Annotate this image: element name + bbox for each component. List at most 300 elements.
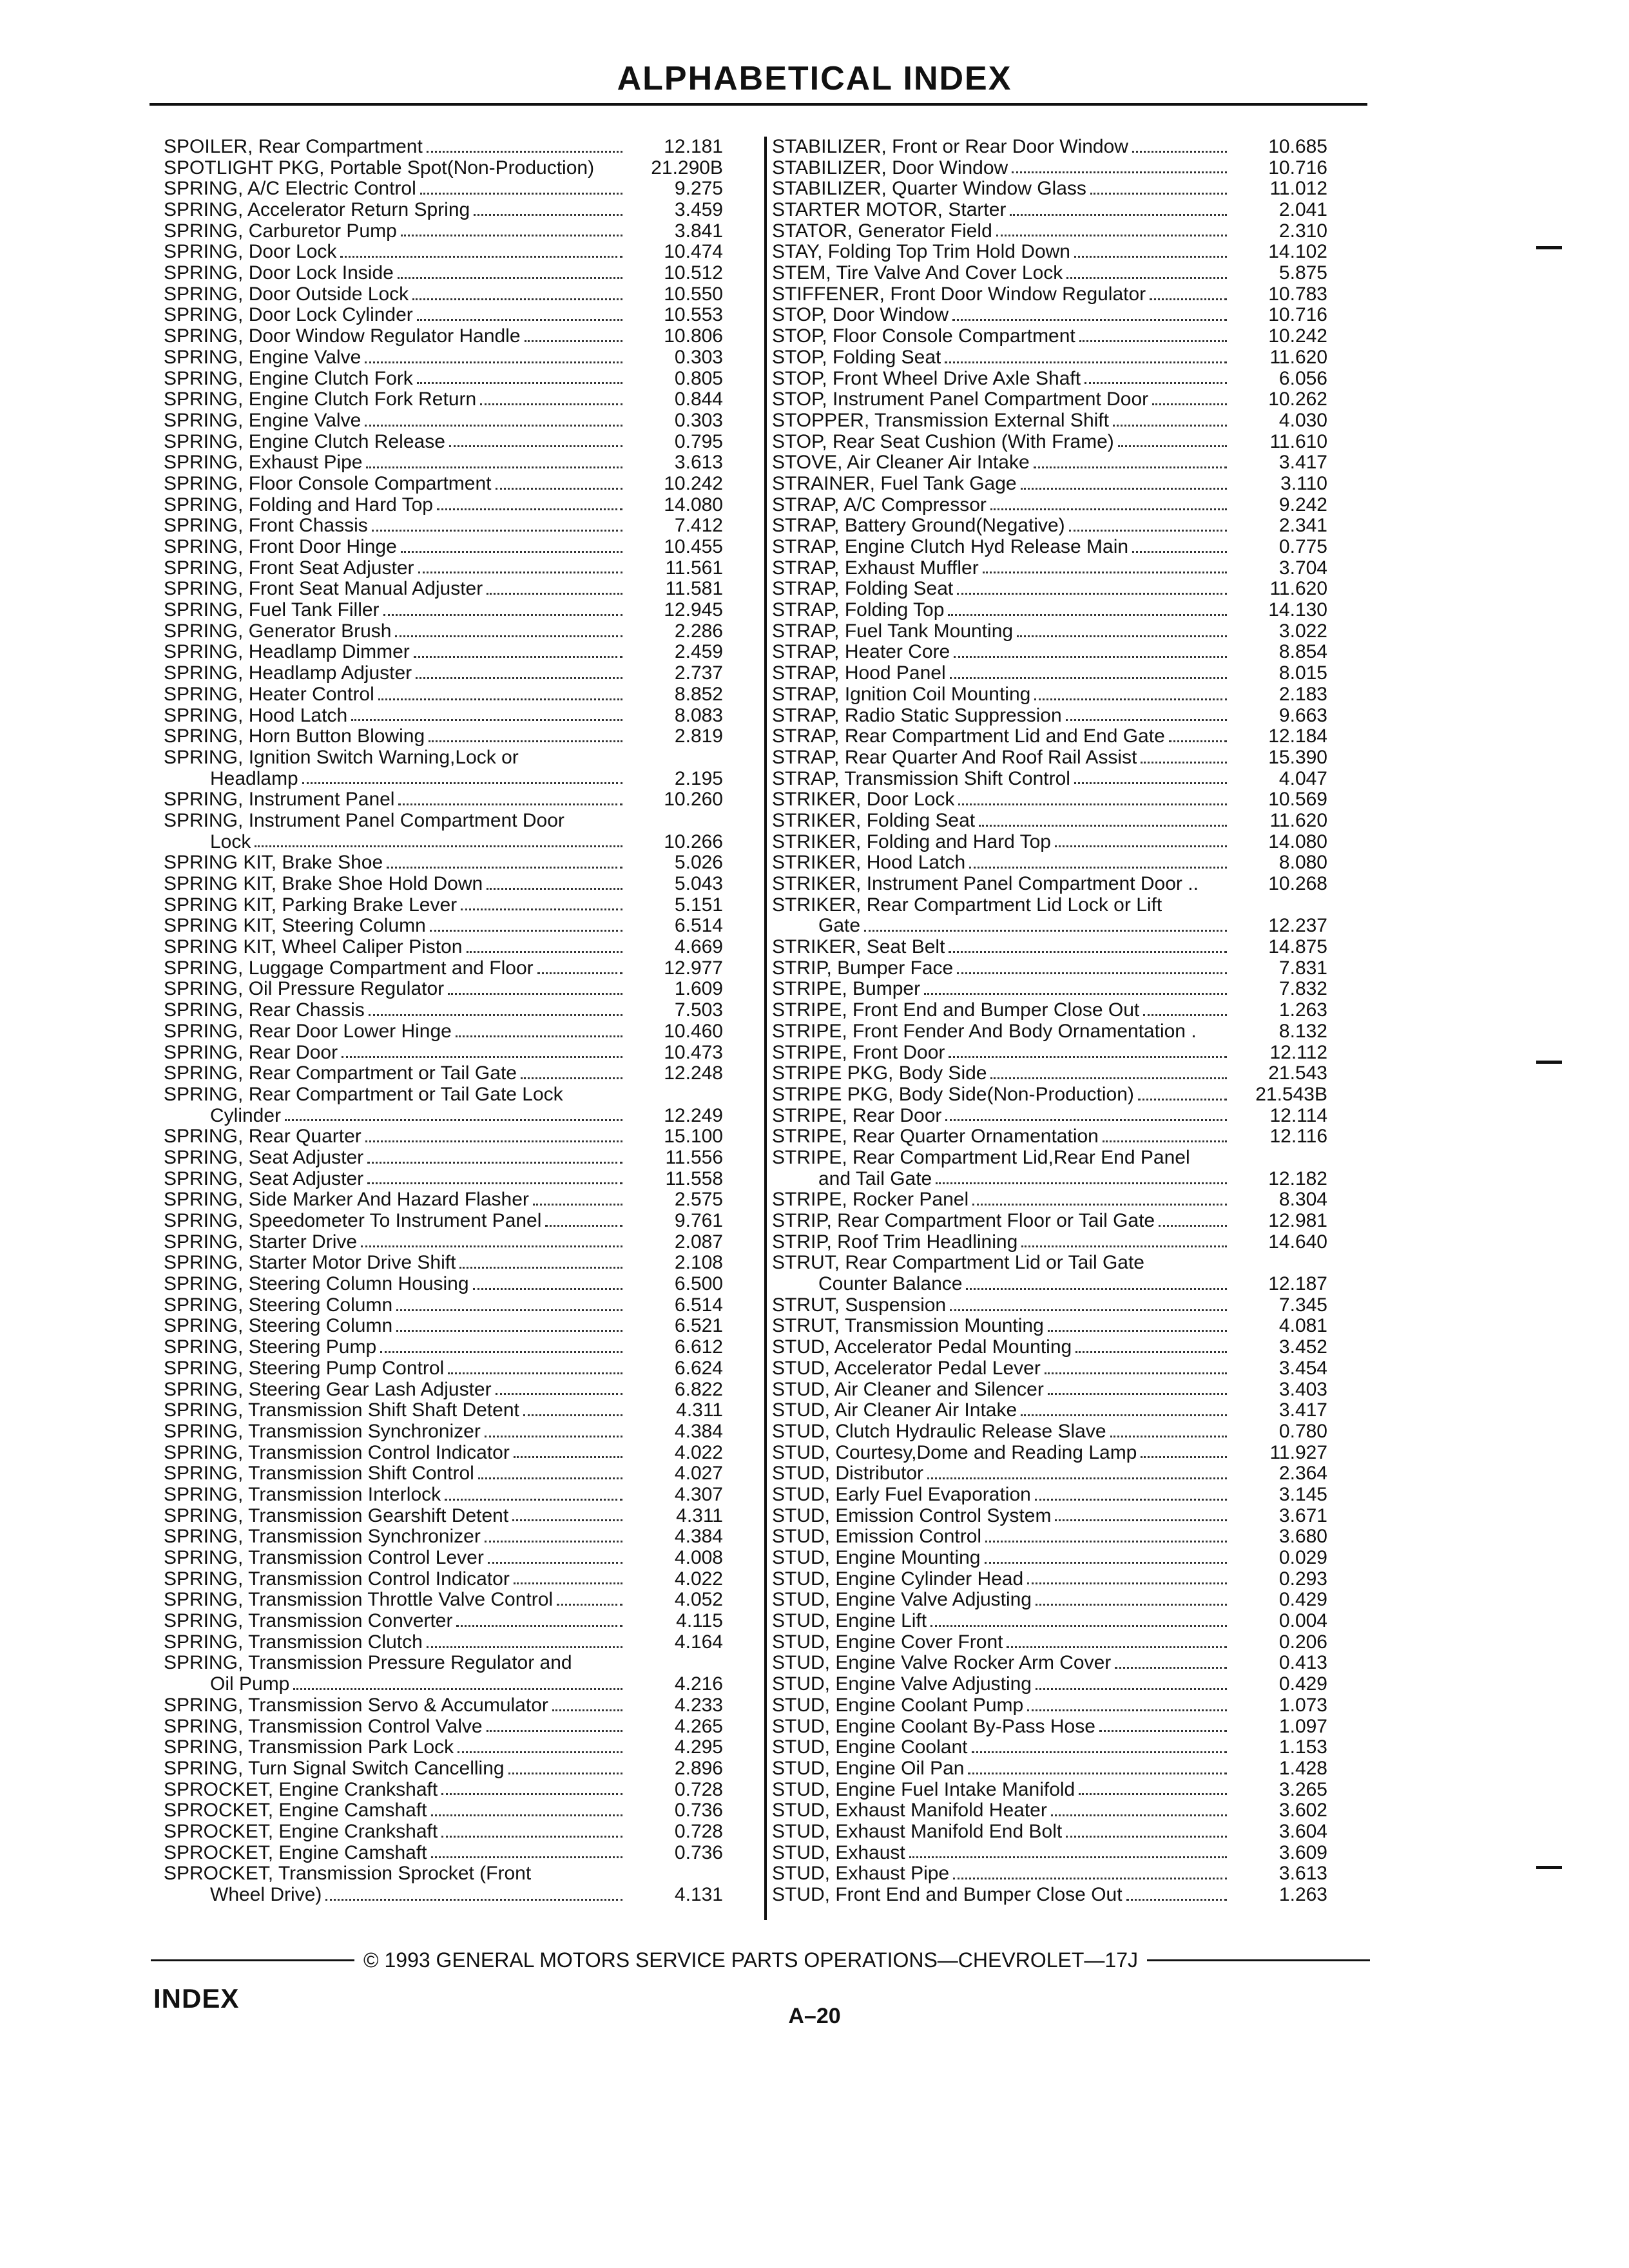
index-entry	[772, 495, 1367, 516]
leader-dots	[1126, 1899, 1227, 1901]
entry-page-ref: 10.553	[664, 304, 723, 326]
index-entry	[164, 852, 755, 874]
index-entry	[164, 1800, 755, 1821]
entry-term: SPRING, Seat Adjuster	[164, 1168, 364, 1189]
leader-dots	[496, 488, 622, 490]
leader-dots	[367, 1182, 622, 1184]
entry-term: SPRING, Instrument Panel	[164, 789, 395, 811]
index-entry	[772, 326, 1367, 347]
entry-term-wrap	[164, 916, 626, 937]
leader-dots	[521, 1077, 622, 1079]
entry-term: SPRING, Horn Button Blowing	[164, 726, 425, 747]
entry-term: STRIPE, Rear Door	[772, 1105, 942, 1126]
leader-dots	[302, 782, 622, 784]
entry-term-wrap	[772, 495, 1231, 516]
entry-term: SPRING, Luggage Compartment and Floor	[164, 957, 534, 979]
leader-dots	[459, 1267, 622, 1269]
entry-page-ref: 1.153	[1278, 1736, 1327, 1758]
index-entry	[772, 1169, 1367, 1190]
leader-dots	[441, 1836, 622, 1838]
entry-term-wrap	[164, 1632, 626, 1653]
entry-page-ref: 4.216	[674, 1673, 723, 1695]
entry-term-wrap	[772, 1632, 1231, 1653]
index-entry	[772, 158, 1367, 179]
entry-term-wrap	[772, 389, 1231, 410]
entry-term: SPRING, Speedometer To Instrument Panel	[164, 1211, 542, 1232]
entry-term: STUD, Engine Coolant By-Pass Hose	[772, 1716, 1095, 1737]
leader-dots	[1066, 719, 1227, 721]
entry-term: SPRING, Rear Door	[164, 1042, 338, 1063]
index-entry	[772, 874, 1367, 895]
entry-page-ref: 6.514	[674, 915, 723, 937]
entry-page-ref: 4.384	[674, 1526, 723, 1548]
entry-page-ref: 8.083	[674, 704, 723, 726]
entry-term: SPRING, Seat Adjuster	[164, 1147, 364, 1168]
entry-page-ref: 3.145	[1278, 1483, 1327, 1505]
entry-page-ref: 0.780	[1278, 1420, 1327, 1442]
index-entry	[164, 1148, 755, 1169]
entry-term-wrap	[164, 1674, 626, 1695]
leader-dots	[1118, 445, 1227, 447]
entry-term: SPROCKET, Engine Camshaft	[164, 1800, 427, 1821]
index-entry	[772, 1295, 1367, 1316]
leader-dots	[1055, 1519, 1227, 1521]
entry-term: STAY, Folding Top Trim Hold Down	[772, 242, 1070, 263]
entry-term-wrap	[164, 874, 626, 895]
entry-page-ref: 15.100	[664, 1126, 723, 1148]
entry-term: SPRING, Starter Motor Drive Shift	[164, 1253, 456, 1274]
entry-term: STRAP, Radio Static Suppression	[772, 705, 1062, 726]
entry-page-ref: 21.543B	[1255, 1083, 1327, 1105]
entry-page-ref: 5.043	[674, 873, 723, 895]
index-entry	[772, 1863, 1367, 1885]
index-entry	[164, 1569, 755, 1590]
entry-term-wrap	[772, 1863, 1231, 1885]
entry-term: STRIKER, Door Lock	[772, 789, 955, 811]
entry-term: SPRING, Instrument Panel Compartment Door	[164, 810, 564, 831]
index-entry	[772, 1274, 1367, 1295]
entry-term: and Tail Gate	[818, 1168, 932, 1189]
entry-term-wrap	[164, 1800, 626, 1821]
entry-page-ref: 10.474	[664, 241, 723, 263]
index-entry	[772, 1063, 1367, 1084]
entry-term: SPRING, Door Lock	[164, 242, 337, 263]
entry-term: SPROCKET, Transmission Sprocket (Front	[164, 1863, 532, 1885]
entry-term: STRIPE, Front End and Bumper Close Out	[772, 1000, 1140, 1021]
entry-page-ref: 4.030	[1278, 409, 1327, 431]
entry-page-ref: 3.609	[1278, 1841, 1327, 1863]
entry-term-wrap	[164, 1758, 626, 1780]
entry-page-ref: 0.429	[1278, 1589, 1327, 1611]
entry-term-wrap	[164, 958, 626, 979]
entry-term: SPRING, Accelerator Return Spring	[164, 200, 470, 221]
entry-term-wrap	[164, 1695, 626, 1716]
entry-term: SPRING, Heater Control	[164, 684, 374, 705]
entry-term: STRIKER, Seat Belt	[772, 937, 945, 958]
index-entry	[164, 1379, 755, 1401]
entry-term-wrap	[772, 1063, 1231, 1084]
entry-term: Counter Balance	[818, 1274, 963, 1295]
entry-page-ref: 9.761	[674, 1210, 723, 1232]
entry-term: STRAINER, Fuel Tank Gage	[772, 473, 1017, 494]
index-entry	[772, 537, 1367, 558]
index-entry	[772, 1674, 1367, 1695]
entry-page-ref: 7.345	[1278, 1294, 1327, 1316]
index-entry	[164, 874, 755, 895]
index-entry	[772, 1695, 1367, 1716]
leader-dots	[990, 1077, 1227, 1079]
leader-dots	[1012, 171, 1227, 173]
entry-page-ref: 4.081	[1278, 1315, 1327, 1337]
index-entry	[772, 221, 1367, 242]
entry-term-wrap	[164, 1358, 626, 1379]
leader-dots	[474, 214, 622, 216]
entry-term: STUD, Engine Valve Rocker Arm Cover	[772, 1653, 1112, 1674]
entry-page-ref: 2.459	[674, 641, 723, 663]
entry-page-ref: 4.047	[1278, 767, 1327, 789]
entry-term: SPRING, Engine Clutch Fork Return	[164, 389, 477, 410]
leader-dots	[496, 1393, 622, 1395]
leader-dots	[954, 656, 1227, 658]
leader-dots	[950, 1309, 1227, 1311]
entry-term: SPRING, Transmission Shift Control	[164, 1463, 474, 1485]
leader-dots	[1079, 1793, 1227, 1795]
index-entry	[164, 726, 755, 747]
entry-term: STUD, Exhaust Manifold End Bolt	[772, 1821, 1063, 1842]
entry-term-wrap	[772, 432, 1231, 453]
index-entry	[164, 432, 755, 453]
index-entry	[772, 452, 1367, 474]
entry-page-ref: 2.819	[674, 726, 723, 747]
index-entry	[772, 958, 1367, 979]
index-entry	[164, 1695, 755, 1716]
entry-page-ref: 5.151	[674, 894, 723, 916]
leader-dots	[461, 908, 622, 910]
entry-page-ref: 7.412	[674, 515, 723, 537]
entry-term: SPRING, Turn Signal Switch Cancelling	[164, 1758, 505, 1779]
index-entry	[164, 1737, 755, 1758]
leader-dots	[417, 319, 622, 321]
index-entry	[164, 1106, 755, 1127]
entry-term-wrap	[164, 369, 626, 390]
leader-dots	[1027, 1709, 1227, 1711]
entry-page-ref: 12.981	[1268, 1210, 1327, 1232]
entry-term: STUD, Early Fuel Evaporation	[772, 1484, 1031, 1505]
leader-dots	[365, 361, 622, 363]
entry-page-ref: 0.004	[1278, 1610, 1327, 1632]
entry-term: STRAP, Battery Ground(Negative)	[772, 515, 1065, 537]
entry-term-wrap	[772, 874, 1231, 895]
section-label: INDEX	[153, 1983, 240, 2013]
leader-dots	[909, 1856, 1227, 1858]
leader-dots	[366, 466, 622, 468]
index-entry	[164, 1211, 755, 1232]
entry-term-wrap	[164, 1463, 626, 1485]
leader-dots	[1150, 298, 1227, 300]
entry-term-wrap	[164, 1737, 626, 1758]
leader-dots	[1066, 277, 1227, 279]
index-entry	[164, 769, 755, 790]
index-entry	[772, 1232, 1367, 1253]
entry-term-wrap	[772, 1211, 1231, 1232]
index-entry	[772, 242, 1367, 263]
entry-term-wrap	[772, 789, 1231, 811]
entry-term: SPRING, Side Marker And Hazard Flasher	[164, 1189, 529, 1211]
entry-term: SPRING, Transmission Control Indicator	[164, 1568, 510, 1590]
entry-term-wrap	[164, 1043, 626, 1064]
entry-term: STEM, Tire Valve And Cover Lock	[772, 263, 1063, 284]
index-entry	[164, 958, 755, 979]
entry-term-wrap	[164, 726, 626, 747]
leader-dots	[936, 1182, 1227, 1184]
index-entry	[772, 389, 1367, 410]
entry-term: SPRING KIT, Parking Brake Lever	[164, 894, 458, 916]
index-entry	[164, 1548, 755, 1569]
leader-dots	[1066, 1836, 1227, 1838]
entry-term-wrap	[772, 1337, 1231, 1358]
entry-term: STUD, Engine Fuel Intake Manifold	[772, 1779, 1075, 1800]
entry-term: STUD, Engine Valve Adjusting	[772, 1674, 1032, 1695]
entry-term: SPRING, Steering Pump	[164, 1337, 377, 1358]
leader-dots	[972, 1751, 1228, 1753]
index-entry	[164, 1674, 755, 1695]
entry-page-ref: 3.704	[1278, 557, 1327, 579]
entry-term: SPRING, Door Lock Cylinder	[164, 305, 413, 326]
leader-dots	[416, 677, 622, 679]
entry-term-wrap	[772, 1548, 1231, 1569]
entry-term: STUD, Front End and Bumper Close Out	[772, 1885, 1123, 1906]
index-entry	[164, 1126, 755, 1148]
entry-term: SPRING, Front Chassis	[164, 515, 368, 537]
index-entry	[164, 410, 755, 432]
index-entry	[164, 916, 755, 937]
entry-page-ref: 12.187	[1268, 1273, 1327, 1295]
entry-term-wrap	[772, 600, 1231, 621]
index-entry	[772, 684, 1367, 706]
entry-term: SPRING, Door Outside Lock	[164, 284, 409, 305]
entry-page-ref: 6.521	[674, 1315, 723, 1337]
index-entry	[164, 326, 755, 347]
leader-dots	[958, 803, 1227, 805]
entry-page-ref: 2.195	[674, 767, 723, 789]
entry-term-wrap	[772, 1780, 1231, 1801]
entry-term-wrap	[772, 1189, 1231, 1211]
index-entry	[772, 1337, 1367, 1358]
entry-term: SPRING, Transmission Pressure Regulator and	[164, 1653, 572, 1674]
entry-term-wrap	[164, 1653, 626, 1674]
entry-term: SPRING, Rear Chassis	[164, 1000, 365, 1021]
entry-term: STRIPE, Rear Compartment Lid,Rear End Panel	[772, 1147, 1190, 1168]
entry-term: STABILIZER, Door Window	[772, 157, 1008, 178]
entry-term-wrap	[772, 1421, 1231, 1443]
index-entry	[164, 284, 755, 305]
entry-term-wrap	[164, 579, 626, 600]
entry-page-ref: 12.237	[1268, 915, 1327, 937]
index-entry	[772, 1590, 1367, 1611]
entry-term-wrap	[772, 1316, 1231, 1337]
index-entry	[164, 1485, 755, 1506]
entry-page-ref: 4.669	[674, 936, 723, 958]
index-entry	[164, 452, 755, 474]
entry-term-wrap	[164, 979, 626, 1000]
entry-term-wrap	[772, 1274, 1231, 1295]
entry-term-wrap	[164, 1106, 626, 1127]
index-entry	[164, 1526, 755, 1548]
entry-term-wrap	[772, 1358, 1231, 1379]
entry-term-wrap	[772, 852, 1231, 874]
entry-page-ref: 14.080	[664, 494, 723, 515]
entry-term: STRUT, Transmission Mounting	[772, 1316, 1044, 1337]
entry-term-wrap	[164, 452, 626, 474]
entry-page-ref: 4.022	[674, 1568, 723, 1590]
leader-dots	[418, 572, 623, 573]
index-entry	[164, 1253, 755, 1274]
entry-term-wrap	[772, 1000, 1231, 1021]
leader-dots	[966, 1288, 1227, 1290]
entry-page-ref: 0.775	[1278, 536, 1327, 558]
entry-page-ref: 10.716	[1268, 304, 1327, 326]
entry-term: SPRING, Hood Latch	[164, 705, 348, 726]
entry-term-wrap	[164, 178, 626, 200]
entry-page-ref: 14.130	[1268, 599, 1327, 621]
entry-term: SPRING, Folding and Hard Top	[164, 494, 433, 515]
leader-dots	[1152, 403, 1227, 405]
entry-term: STUD, Distributor	[772, 1463, 924, 1485]
entry-term: SPRING, Transmission Shift Shaft Detent	[164, 1400, 519, 1421]
entry-page-ref: 8.080	[1278, 852, 1327, 874]
leader-dots	[1021, 1414, 1227, 1416]
index-entry	[772, 1126, 1367, 1148]
entry-term: STRIKER, Instrument Panel Compartment Door ..	[772, 874, 1199, 895]
index-entry	[772, 769, 1367, 790]
entry-page-ref: 2.575	[674, 1189, 723, 1211]
entry-page-ref: 4.115	[676, 1610, 723, 1632]
leader-dots	[485, 1541, 622, 1542]
entry-term-wrap	[164, 1169, 626, 1190]
entry-term-wrap	[772, 558, 1231, 579]
index-entry	[164, 1169, 755, 1190]
entry-page-ref: 1.097	[1278, 1715, 1327, 1737]
entry-page-ref: 12.112	[1269, 1041, 1327, 1063]
index-entry	[164, 642, 755, 664]
entry-page-ref: 3.459	[674, 199, 723, 221]
entry-term-wrap	[164, 1843, 626, 1864]
index-entry	[164, 347, 755, 369]
entry-page-ref: 0.736	[674, 1800, 723, 1821]
index-entry	[164, 600, 755, 621]
entry-page-ref: 3.671	[1278, 1504, 1327, 1526]
entry-term: SPROCKET, Engine Crankshaft	[164, 1821, 438, 1842]
entry-page-ref: 3.613	[674, 452, 723, 474]
leader-dots	[1074, 782, 1227, 784]
entry-term: SPRING, Steering Column	[164, 1316, 393, 1337]
index-entry	[164, 1780, 755, 1801]
entry-term: Cylinder	[210, 1105, 282, 1126]
index-entry	[164, 1400, 755, 1421]
leader-dots	[441, 1793, 622, 1795]
leader-dots	[437, 508, 622, 510]
entry-term-wrap	[772, 1506, 1231, 1527]
entry-term-wrap	[164, 1126, 626, 1148]
leader-dots	[1132, 151, 1227, 153]
leader-dots	[361, 1245, 622, 1247]
index-entry	[164, 1463, 755, 1485]
entry-page-ref: 10.268	[1268, 873, 1327, 895]
leader-dots	[417, 382, 622, 384]
leader-dots	[473, 1288, 622, 1290]
leader-dots	[957, 972, 1227, 974]
index-entry	[772, 1885, 1367, 1906]
entry-page-ref: 2.737	[674, 662, 723, 684]
index-entry	[772, 1485, 1367, 1506]
entry-page-ref: 11.620	[1269, 578, 1327, 600]
entry-term-wrap	[772, 769, 1231, 790]
entry-term: STRIPE PKG, Body Side	[772, 1063, 987, 1084]
index-entry	[164, 1611, 755, 1632]
entry-page-ref: 10.460	[664, 1020, 723, 1042]
entry-page-ref: 11.620	[1269, 346, 1327, 368]
leader-dots	[1169, 740, 1227, 742]
leader-dots	[380, 1351, 622, 1353]
index-entry	[164, 389, 755, 410]
entry-term: SPROCKET, Engine Crankshaft	[164, 1779, 438, 1800]
index-entry	[164, 1821, 755, 1843]
entry-page-ref: 2.341	[1278, 515, 1327, 537]
entry-page-ref: 3.613	[1278, 1863, 1327, 1885]
leader-dots	[1079, 340, 1227, 342]
entry-page-ref: 11.927	[1269, 1441, 1327, 1463]
entry-term-wrap	[772, 1043, 1231, 1064]
index-entry	[772, 1800, 1367, 1821]
index-entry	[164, 1358, 755, 1379]
entry-page-ref: 4.384	[674, 1420, 723, 1442]
entry-term: SPRING, Generator Brush	[164, 620, 392, 642]
entry-term: STUD, Engine Valve Adjusting	[772, 1590, 1032, 1611]
index-entry	[772, 1189, 1367, 1211]
entry-term: SPRING KIT, Brake Shoe	[164, 852, 383, 874]
entry-term-wrap	[772, 1885, 1231, 1906]
leader-dots	[1115, 1667, 1227, 1669]
entry-page-ref: 6.500	[674, 1273, 723, 1295]
index-entry	[772, 305, 1367, 327]
entry-term-wrap	[164, 1316, 626, 1337]
leader-dots	[1099, 1730, 1227, 1732]
entry-term-wrap	[164, 789, 626, 811]
entry-term: SPRING, Door Lock Inside	[164, 263, 394, 284]
entry-term-wrap	[164, 600, 626, 621]
entry-page-ref: 0.805	[674, 367, 723, 389]
entry-page-ref: 2.896	[674, 1757, 723, 1779]
entry-term: SPRING, Steering Column Housing	[164, 1274, 469, 1295]
entry-term-wrap	[772, 1653, 1231, 1674]
leader-dots	[945, 361, 1227, 363]
entry-term: SPRING, Fuel Tank Filler	[164, 600, 380, 621]
entry-term-wrap	[164, 852, 626, 874]
entry-term: SPRING, Steering Gear Lash Adjuster	[164, 1379, 492, 1400]
leader-dots	[1048, 1330, 1227, 1332]
index-entry	[772, 916, 1367, 937]
entry-term: STOP, Folding Seat	[772, 347, 941, 368]
entry-term-wrap	[164, 937, 626, 958]
entry-term-wrap	[164, 663, 626, 684]
index-entry	[164, 1063, 755, 1084]
index-entry	[772, 706, 1367, 727]
entry-term: SPRING, Front Seat Adjuster	[164, 557, 414, 579]
leader-dots	[990, 508, 1227, 510]
entry-page-ref: 3.454	[1278, 1357, 1327, 1379]
entry-term: SPRING, Engine Clutch Fork	[164, 368, 413, 389]
entry-page-ref: 10.260	[664, 789, 723, 811]
